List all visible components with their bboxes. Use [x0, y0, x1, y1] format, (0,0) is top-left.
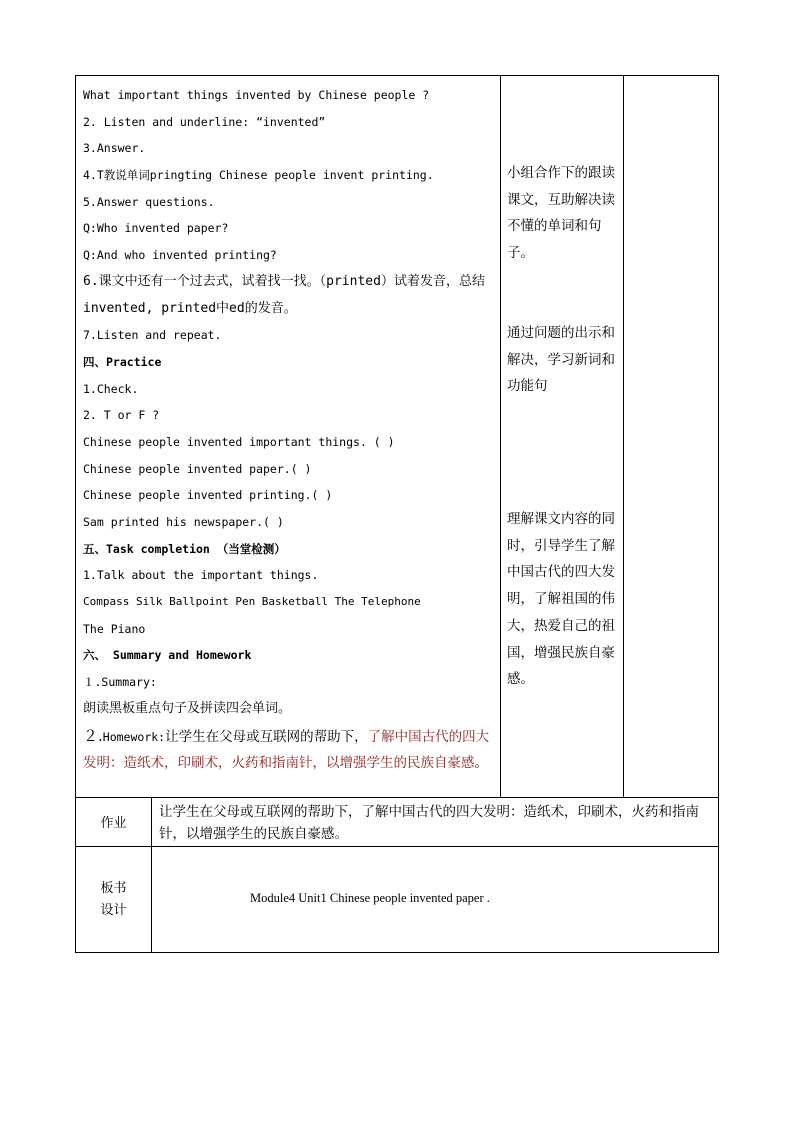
- homework-text-black: 让学生在父母或互联网的帮助下，: [165, 728, 368, 745]
- homework-text-end: 。: [474, 755, 488, 772]
- note-questions: 通过问题的出示和解决，学习新词和功能句: [507, 325, 615, 395]
- quiz-line: Chinese people invented printing.( ): [83, 488, 333, 503]
- row-divider-homework: [75, 797, 719, 798]
- lesson-steps: [83, 82, 497, 777]
- quiz-line: Sam printed his newspaper.( ): [83, 515, 284, 530]
- step-line: 3.Answer.: [83, 141, 146, 156]
- step-line: 4.T教说单词pringting Chinese people invent printing.: [83, 168, 434, 183]
- step-line: Q:Who invented paper?: [83, 221, 229, 236]
- homework-label-cell: 作业: [100, 816, 127, 831]
- note-group-work: 小组合作下的跟读课文，互助解决读不懂的单词和句子。: [507, 165, 615, 262]
- board-label-line1: 板书: [100, 881, 127, 896]
- section-heading-practice: 四、Practice: [83, 354, 162, 369]
- step-line: １.Summary:: [83, 675, 157, 690]
- step-line: 6.课文中还有一个过去式，试着找一找。（printed）试着发音，总结invented, printed中ed的发音。: [83, 273, 485, 316]
- step-line: Q:And who invented printing?: [83, 248, 277, 263]
- quiz-line: Chinese people invented paper.( ): [83, 461, 312, 476]
- board-content: Module4 Unit1 Chinese people invented paper .: [250, 891, 490, 905]
- col-divider-notes: [500, 75, 501, 797]
- col-divider-label: [151, 797, 152, 953]
- table-border-bottom: [75, 952, 719, 953]
- homework-line: [83, 723, 497, 777]
- step-line: 1.Check.: [83, 381, 139, 396]
- step-line: 2. T or F ?: [83, 408, 160, 423]
- homework-prefix: ２.: [83, 726, 103, 745]
- board-label-line2: 设计: [100, 903, 127, 918]
- step-line: 7.Listen and repeat.: [83, 328, 222, 343]
- homework-label: Homework:: [102, 729, 166, 744]
- word-list: The Piano: [83, 621, 146, 636]
- col-divider-extra: [623, 75, 624, 797]
- row-divider-board: [75, 846, 719, 847]
- step-line: 1.Talk about the important things.: [83, 568, 319, 583]
- section-heading-summary: 六、 Summary and Homework: [83, 648, 252, 663]
- homework-text-red: 了解中国古代的四大发明：造纸术，印刷术，火药和指南针，以增强学生的民族自豪感: [83, 728, 490, 772]
- board-label-cell: [76, 878, 151, 922]
- section-heading-task: 五、Task completion （当堂检测）: [83, 541, 286, 556]
- step-line: What important things invented by Chinese people ?: [83, 88, 430, 102]
- table-border-right: [718, 75, 719, 953]
- step-line: 2. Listen and underline: “invented”: [83, 114, 326, 129]
- quiz-line: Chinese people invented important things. ( ): [83, 434, 395, 449]
- note-understanding: 理解课文内容的同时，引导学生了解中国古代的四大发明，了解祖国的伟大，热爱自己的祖国，增强民族自豪感。: [507, 511, 615, 688]
- homework-content: 让学生在父母或互联网的帮助下，了解中国古代的四大发明：造纸术，印刷术，火药和指南针，以增强学生的民族自豪感。: [159, 804, 699, 842]
- word-list: Compass Silk Ballpoint Pen Basketball The Telephone: [83, 595, 421, 609]
- step-line: 朗读黑板重点句子及拼读四会单词。: [83, 700, 292, 716]
- step-line: 5.Answer questions.: [83, 194, 215, 209]
